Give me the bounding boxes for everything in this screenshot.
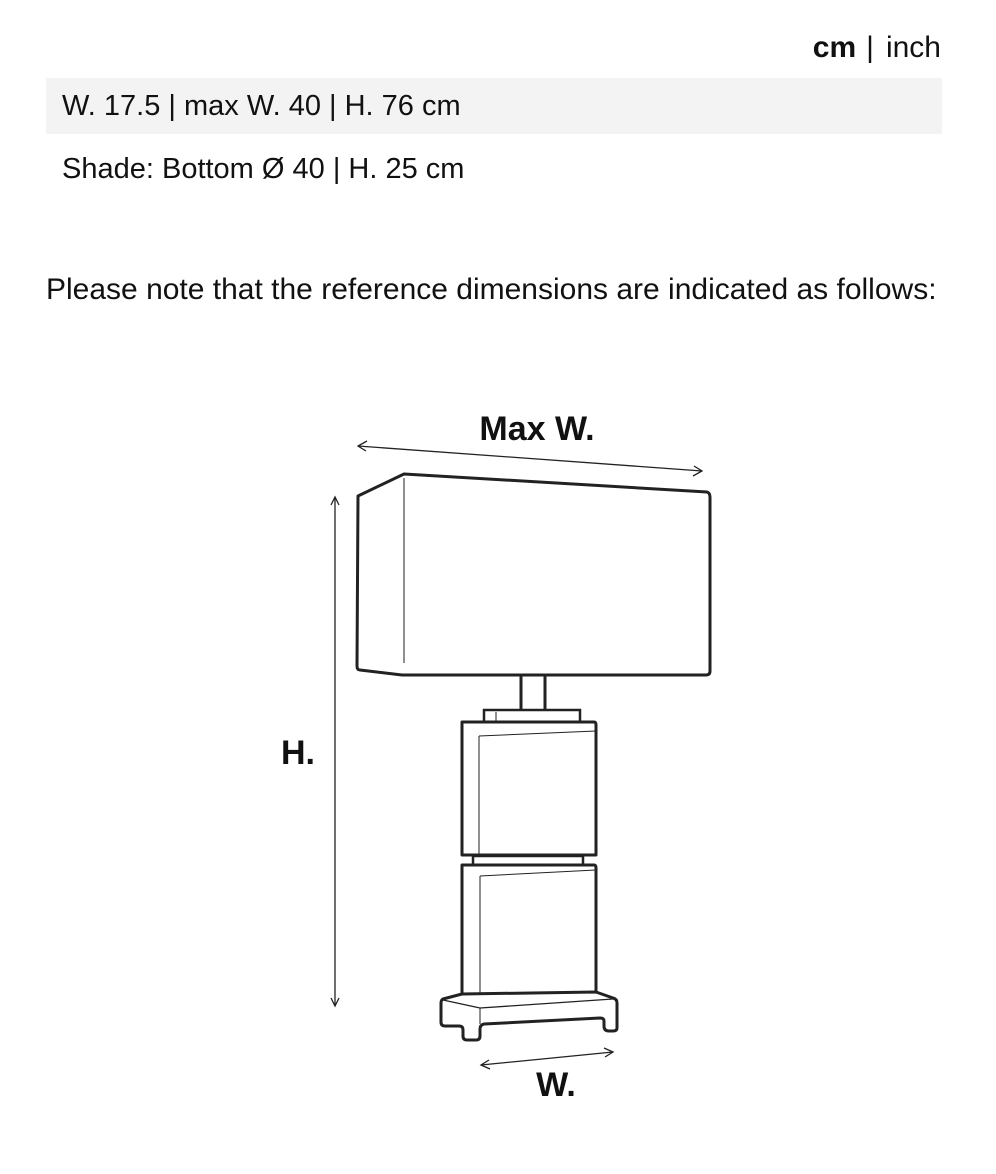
lamp-shade bbox=[357, 474, 710, 675]
lamp-body-lower-block bbox=[462, 865, 596, 1008]
width-arrow bbox=[481, 1048, 613, 1069]
lamp-neck bbox=[484, 675, 580, 722]
shade-dimensions-row bbox=[46, 141, 942, 197]
height-arrow bbox=[331, 497, 339, 1006]
overall-dimensions-text: W. 17.5 | max W. 40 | H. 76 cm bbox=[62, 89, 461, 122]
lamp-body-spacer bbox=[473, 856, 583, 865]
shade-dimensions-text: Shade: Bottom Ø 40 | H. 25 cm bbox=[62, 152, 465, 185]
lamp-base bbox=[441, 992, 617, 1040]
max-width-label: Max W. bbox=[479, 410, 595, 448]
overall-dimensions-row bbox=[46, 78, 942, 134]
unit-separator: | bbox=[866, 31, 874, 64]
unit-inch-option[interactable]: inch bbox=[885, 31, 941, 64]
height-label: H. bbox=[281, 734, 315, 772]
max-width-arrow bbox=[358, 441, 702, 476]
reference-note: Please note that the reference dimensions are indicated as follows: bbox=[46, 273, 937, 306]
lamp-body-upper-block bbox=[462, 722, 596, 855]
unit-toggle bbox=[813, 28, 941, 68]
unit-cm-option[interactable]: cm bbox=[812, 31, 857, 64]
width-label: W. bbox=[536, 1066, 576, 1104]
